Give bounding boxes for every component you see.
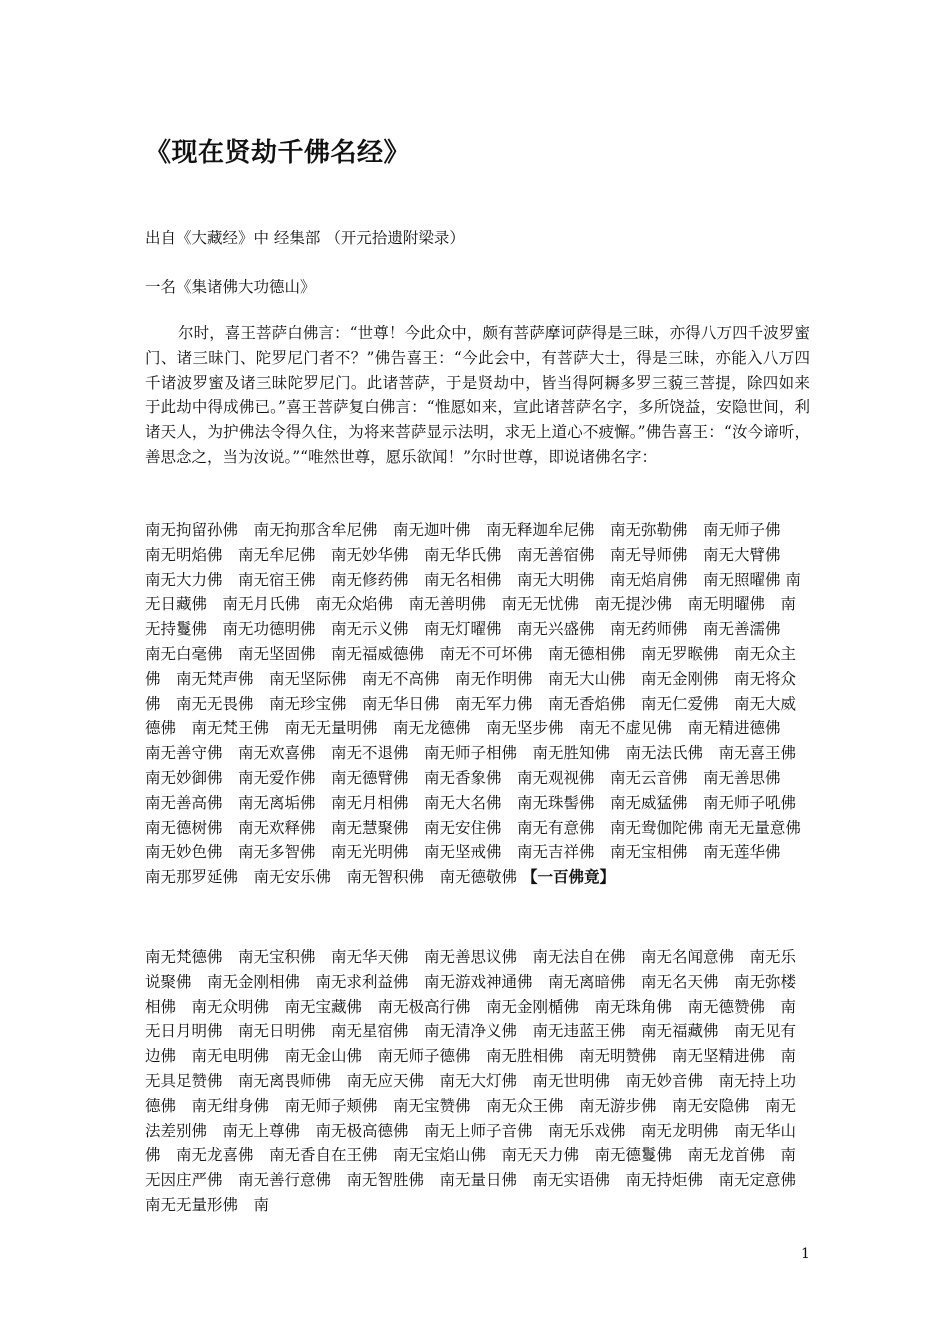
buddha-names-text-2: 南无梵德佛 南无宝积佛 南无华天佛 南无善思议佛 南无法自在佛 南无名闻意佛 南无乐说聚佛 南无金刚相佛 南无求利益佛 南无游戏神通佛 南无离暗佛 南无名天佛 南无弥楼相佛 南无众明佛 南无宝藏佛 南无极高行佛 南无金刚楯佛 南无珠角佛 南无德赞佛 南无日月明佛 南无日明佛 南无星宿佛 南无清净义佛 南无违蓝王佛 南无福藏佛 南无见有边佛 南无电明佛 南无金山佛 南无师子德佛 南无胜相佛 南无明赞佛 南无坚精进佛 南无具足赞佛 南无离畏师佛 南无应天佛 南无大灯佛 南无世明佛 南无妙音佛 南无持上功德佛 南无绀身佛 南无师子颊佛 南无宝赞佛 南无众王佛 南无游步佛 南无安隐佛 南无法差别佛 南无上尊佛 南无极高德佛 南无上师子音佛 南无乐戏佛 南无龙明佛 南无华山佛 南无龙喜佛 南无香自在王佛 南无宝焰山佛 南无天力佛 南无德鬘佛 南无龙首佛 南无因庄严佛 南无善行意佛 南无智胜佛 南无量日佛 南无实语佛 南无持炬佛 南无定意佛 南无无量形佛 南	[145, 948, 812, 1214]
buddha-names-list-2	[145, 945, 810, 1218]
alias-line: 一名《集诸佛大功德山》	[145, 278, 316, 296]
section-end-mark: 【一百佛竟】	[521, 867, 615, 887]
page-number: 1	[801, 1246, 810, 1262]
source-line: 出自《大藏经》中 经集部 （开元拾遗附梁录）	[145, 229, 465, 247]
buddha-names-list-1	[145, 518, 817, 890]
document-title: 《现在贤劫千佛名经》	[145, 138, 411, 168]
intro-paragraph: 尔时，喜王菩萨白佛言：“世尊！今此众中，颇有菩萨摩诃萨得是三昧，亦得八万四千波罗蜜门、诸三昧门、陀罗尼门者不？”佛告喜王：“今此会中，有菩萨大士，得是三昧，亦能入八万四千诸波罗蜜及诸三昧陀罗尼门。此诸菩萨，于是贤劫中，皆当得阿耨多罗三藐三菩提，除四如来于此劫中得成佛已。”喜王菩萨复白佛言：“惟愿如来，宣此诸菩萨名字，多所饶益，安隐世间，利诸天人，为护佛法令得久住，为将来菩萨显示法明，求无上道心不疲懈。”佛告喜王：“汝今谛听，善思念之，当为汝说。”“唯然世尊，愿乐欲闻！”尔时世尊，即说诸佛名字：	[145, 324, 810, 466]
buddha-names-text-1: 南无拘留孙佛 南无拘那含牟尼佛 南无迦叶佛 南无释迦牟尼佛 南无弥勒佛 南无师子佛 南无明焰佛 南无牟尼佛 南无妙华佛 南无华氏佛 南无善宿佛 南无导师佛 南无大臂佛 南无大力佛 南无宿王佛 南无修药佛 南无名相佛 南无大明佛 南无焰肩佛 南无照曜佛 南无日藏佛 南无月氏佛 南无众焰佛 南无善明佛 南无无忧佛 南无提沙佛 南无明曜佛 南无持鬘佛 南无功德明佛 南无示义佛 南无灯曜佛 南无兴盛佛 南无药师佛 南无善濡佛 南无白毫佛 南无坚固佛 南无福威德佛 南无不可坏佛 南无德相佛 南无罗睺佛 南无众主佛 南无梵声佛 南无坚际佛 南无不高佛 南无作明佛 南无大山佛 南无金刚佛 南无将众佛 南无无畏佛 南无珍宝佛 南无华日佛 南无军力佛 南无香焰佛 南无仁爱佛 南无大威德佛 南无梵王佛 南无无量明佛 南无龙德佛 南无坚步佛 南无不虚见佛 南无精进德佛 南无善守佛 南无欢喜佛 南无不退佛 南无师子相佛 南无胜知佛 南无法氏佛 南无喜王佛 南无妙御佛 南无爱作佛 南无德臂佛 南无香象佛 南无观视佛 南无云音佛 南无善思佛 南无善高佛 南无离垢佛 南无月相佛 南无大名佛 南无珠髻佛 南无威猛佛 南无师子吼佛 南无德树佛 南无欢释佛 南无慧聚佛 南无安住佛 南无有意佛 南无鸯伽陀佛 南无无量意佛 南无妙色佛 南无多智佛 南无光明佛 南无坚戒佛 南无吉祥佛 南无宝相佛 南无莲华佛 南无那罗延佛 南无安乐佛 南无智积佛 南无德敬佛	[145, 521, 817, 887]
